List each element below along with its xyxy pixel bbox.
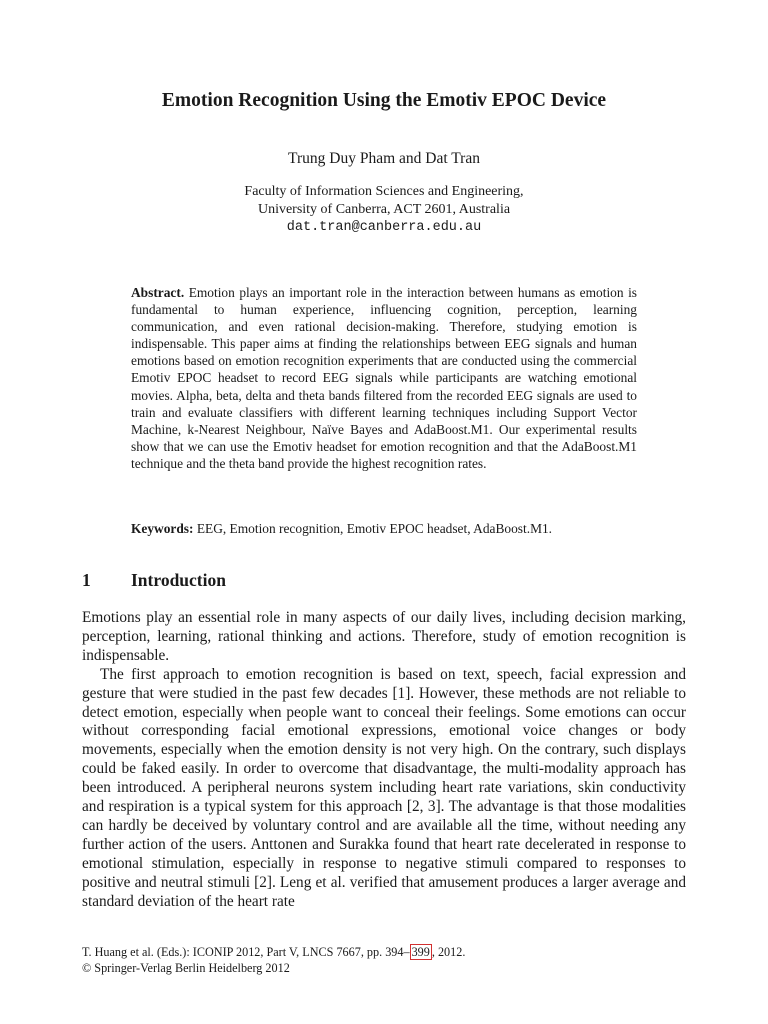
affiliation-line-2: University of Canberra, ACT 2601, Australia	[257, 202, 511, 217]
section-number: 1	[82, 570, 91, 590]
section-heading	[82, 570, 226, 591]
footer	[82, 945, 686, 976]
keywords-text: EEG, Emotion recognition, Emotiv EPOC headset, AdaBoost.M1.	[193, 521, 553, 536]
paragraph: The first approach to emotion recognition is based on text, speech, facial expression and gesture that were studied in the past few decades [1]. However, these methods are not reliable to detect emotion, especially when people want to conceal their feelings. Some emotions can occur without corresponding facial emotional expressions, emotional voice changes or body movements, especially when the emotion density is not very high. On the contrary, such displays could be faked easily. In order to overcome that disadvantage, the multi-modality approach has been introduced. A peripheral neurons system including heart rate variations, skin conductivity and respiration is a typical system for this approach [2, 3]. The advantage is that those modalities can hardly be deceived by voluntary control and are available all the time, without needing any further action of the users. Anttonen and Surakka found that heart rate decelerated in response to emotional stimulation, especially in response to negative stimuli compared to responses to positive and neutral stimuli [2]. Leng et al. verified that amusement produces a larger average and standard deviation of the heart rate	[82, 665, 686, 910]
body-text	[82, 609, 686, 912]
keywords	[131, 520, 637, 537]
author-list: Trung Duy Pham and Dat Tran	[288, 150, 480, 167]
paragraph: Emotions play an essential role in many aspects of our daily lives, including decision marking, perception, learning, rational thinking and actions. Therefore, study of emotion recognition is indispensable.	[82, 609, 686, 664]
abstract	[131, 284, 637, 472]
keywords-label: Keywords:	[131, 521, 194, 536]
citation	[82, 945, 686, 961]
copyright: © Springer-Verlag Berlin Heidelberg 2012	[82, 960, 290, 975]
affiliation-line-1: Faculty of Information Sciences and Engineering,	[244, 184, 524, 199]
affiliation	[0, 183, 768, 237]
section-title: Introduction	[131, 570, 226, 590]
paper-title: Emotion Recognition Using the Emotiv EPOC Device	[161, 90, 607, 111]
citation-prefix: T. Huang et al. (Eds.): ICONIP 2012, Part V, LNCS 7667, pp. 394–	[82, 945, 410, 959]
author-email[interactable]: dat.tran@canberra.edu.au	[286, 220, 482, 235]
abstract-text: Emotion plays an important role in the interaction between humans as emotion is fundamental to human experience, influencing cognition, perception, learning communication, and even rational decision-making. Therefore, studying emotion is indispensable. This paper aims at finding the relationships between EEG signals and human emotions based on emotion recognition experiments that are conducted using the commercial Emotiv EPOC headset to record EEG signals while participants are watching emotional movies. Alpha, beta, delta and theta bands filtered from the recorded EEG signals are used to train and evaluate classifiers with different learning techniques including Support Vector Machine, k-Nearest Neighbour, Naïve Bayes and AdaBoost.M1. Our experimental results show that we can use the Emotiv headset for emotion recognition and that the AdaBoost.M1 technique and the theta band provide the highest recognition rates.	[131, 285, 637, 471]
citation-suffix: , 2012.	[431, 945, 466, 959]
abstract-label: Abstract.	[131, 285, 185, 300]
end-page-link[interactable]: 399	[411, 945, 430, 959]
